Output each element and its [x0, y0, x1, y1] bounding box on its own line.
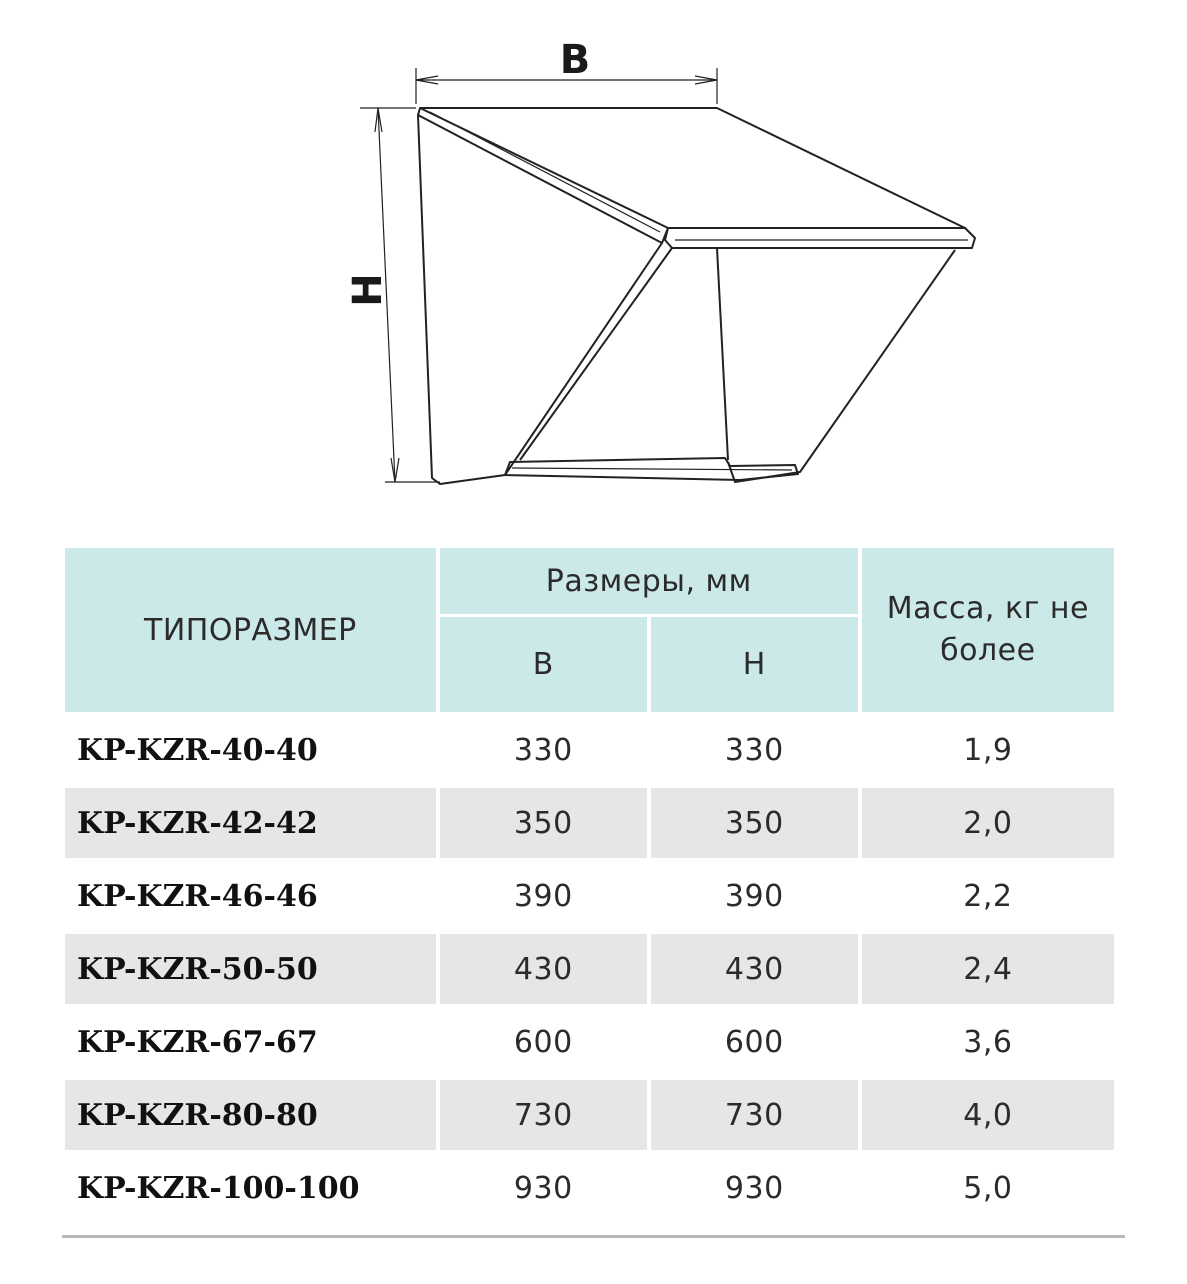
row-name: KP-KZR-40-40: [77, 732, 318, 768]
row-b: 430: [440, 934, 647, 1004]
header-mass-label: Масса, кг не более: [886, 591, 1089, 668]
row-mass: 3,6: [963, 1024, 1013, 1060]
row-h: 600: [724, 1024, 784, 1060]
table-row: [65, 934, 1114, 1004]
row-mass: 5,0: [963, 1170, 1013, 1206]
row-mass: 2,2: [963, 878, 1013, 914]
row-name: KP-KZR-100-100: [77, 1170, 360, 1206]
row-h: 430: [651, 934, 858, 1004]
row-name: KP-KZR-46-46: [77, 878, 318, 914]
row-b: 390: [513, 878, 573, 914]
row-b: 600: [513, 1024, 573, 1060]
dimension-b-label: B: [559, 37, 591, 83]
row-b: 350: [440, 788, 647, 858]
table-row: [65, 861, 1114, 931]
row-b: 330: [513, 732, 573, 768]
row-name: KP-KZR-67-67: [77, 1024, 318, 1060]
row-b: 930: [513, 1170, 573, 1206]
row-name: KP-KZR-42-42: [65, 788, 436, 858]
product-drawing: [0, 0, 1187, 520]
row-mass: 2,4: [862, 934, 1114, 1004]
row-name: KP-KZR-80-80: [65, 1080, 436, 1150]
row-mass: 2,0: [862, 788, 1114, 858]
table-row: [65, 715, 1114, 785]
hood-diagram: [0, 0, 1187, 520]
row-name: KP-KZR-50-50: [65, 934, 436, 1004]
row-h: 730: [651, 1080, 858, 1150]
table-row: [65, 788, 1114, 858]
dimension-h-label: H: [345, 273, 391, 307]
row-h: 930: [724, 1170, 784, 1206]
bottom-divider: [62, 1235, 1125, 1238]
row-mass: 1,9: [963, 732, 1013, 768]
spec-table: [61, 545, 1118, 1226]
row-h: 330: [724, 732, 784, 768]
row-mass: 4,0: [862, 1080, 1114, 1150]
row-b: 730: [440, 1080, 647, 1150]
row-h: 390: [724, 878, 784, 914]
header-b: B: [440, 617, 647, 712]
row-h: 350: [651, 788, 858, 858]
header-mass: [862, 548, 1114, 712]
header-type: ТИПОРАЗМЕР: [65, 548, 436, 712]
table-row: [65, 1080, 1114, 1150]
table-row: [65, 1153, 1114, 1223]
header-dimensions: Размеры, мм: [440, 548, 858, 614]
header-h: H: [651, 617, 858, 712]
table-row: [65, 1007, 1114, 1077]
